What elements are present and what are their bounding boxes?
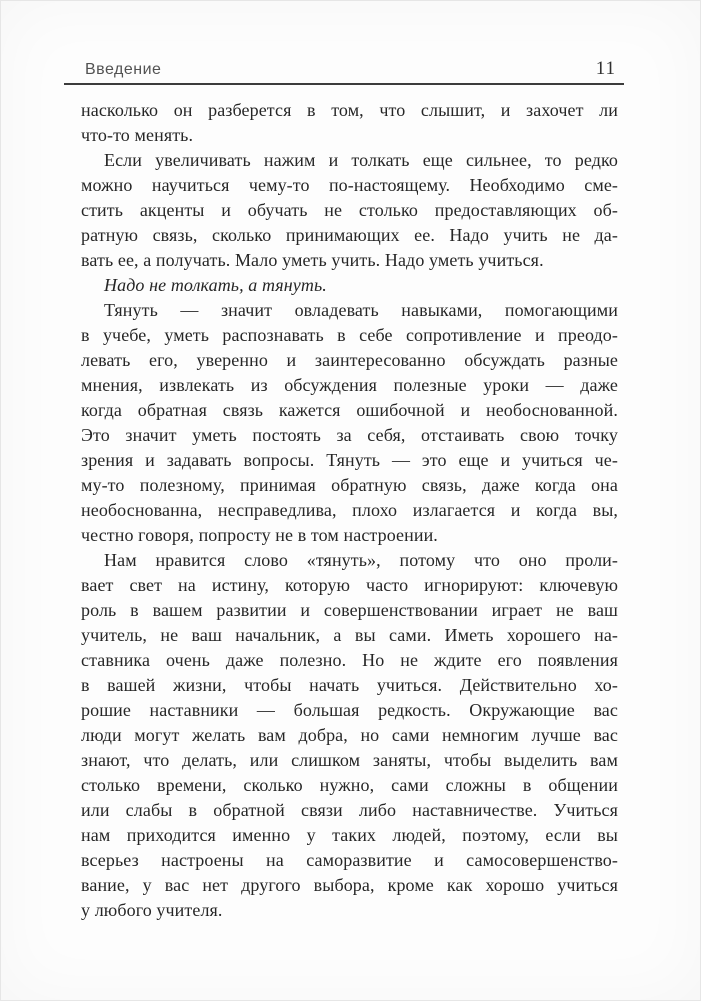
body-line: что-то менять. <box>81 125 194 145</box>
body-line: насколько он разберется в том, что слышит, и захочет ли <box>81 100 618 120</box>
body-line: вание, у вас нет другого выбора, кроме как хорошо учиться <box>81 875 618 895</box>
body-line: мнения, извлекать из обсуждения полезные уроки — даже <box>81 375 618 395</box>
body-line: люди могут желать вам добра, но сами немногим лучше вас <box>81 725 618 745</box>
body-line: зрения и задавать вопросы. Тянуть — это еще и учиться че- <box>81 450 618 470</box>
body-line: вает свет на истину, которую часто игнорируют: ключевую <box>81 575 618 595</box>
body-line: ратную связь, сколько принимающих ее. Надо учить не да- <box>81 225 618 245</box>
paragraph <box>81 148 618 273</box>
header-rule <box>64 83 624 85</box>
paragraph <box>81 98 618 148</box>
body-line: всерьез настроены на саморазвитие и самосовершенство- <box>81 850 618 870</box>
paragraph <box>81 548 618 923</box>
body-line: Надо не толкать, а тянуть. <box>104 275 327 295</box>
body-line: вать ее, а получать. Мало уметь учить. Надо уметь учиться. <box>81 250 544 270</box>
paragraph <box>81 298 618 548</box>
body-line: в вашей жизни, чтобы начать учиться. Действительно хо- <box>81 675 618 695</box>
body-line: Нам нравится слово «тянуть», потому что оно проли- <box>104 550 618 570</box>
body-line: ставника очень даже полезно. Но не ждите его появления <box>81 650 618 670</box>
body-line: стить акценты и обучать не столько предоставляющих об- <box>81 200 618 220</box>
body-line: левать его, уверенно и заинтересованно обсуждать разные <box>81 350 618 370</box>
running-title: Введение <box>85 61 162 78</box>
body-line: столько времени, сколько нужно, сами сложны в общении <box>81 775 618 795</box>
body-line: рошие наставники — большая редкость. Окружающие вас <box>81 700 618 720</box>
body-line: честно говоря, попросту не в том настроении. <box>81 525 438 545</box>
body-line: нам приходится именно у таких людей, поэтому, если вы <box>81 825 618 845</box>
body-line: Если увеличивать нажим и толкать еще сильнее, то редко <box>104 150 618 170</box>
body-line: в учебе, уметь распознавать в себе сопротивление и преодо- <box>81 325 618 345</box>
page-number: 11 <box>595 58 616 79</box>
body-line: необоснованна, несправедлива, плохо излагается и когда вы, <box>81 500 618 520</box>
running-header <box>85 58 616 80</box>
body-line: у любого учителя. <box>81 900 223 920</box>
body-line: му-то полезному, принимая обратную связь, даже когда она <box>81 475 618 495</box>
body-line: или слабы в обратной связи либо наставничестве. Учиться <box>81 800 618 820</box>
body-text <box>81 98 618 923</box>
body-line: можно научиться чему-то по-настоящему. Необходимо сме- <box>81 175 618 195</box>
body-line: знают, что делать, или слишком заняты, чтобы выделить вам <box>81 750 618 770</box>
body-line: Тянуть — значит овладевать навыками, помогающими <box>104 300 618 320</box>
body-line: учитель, не ваш начальник, а вы сами. Иметь хорошего на- <box>81 625 618 645</box>
body-line: когда обратная связь кажется ошибочной и необоснованной. <box>81 400 618 420</box>
body-line: Это значит уметь постоять за себя, отстаивать свою точку <box>81 425 618 445</box>
paragraph <box>81 273 618 298</box>
body-line: роль в вашем развитии и совершенствовании играет не ваш <box>81 600 618 620</box>
